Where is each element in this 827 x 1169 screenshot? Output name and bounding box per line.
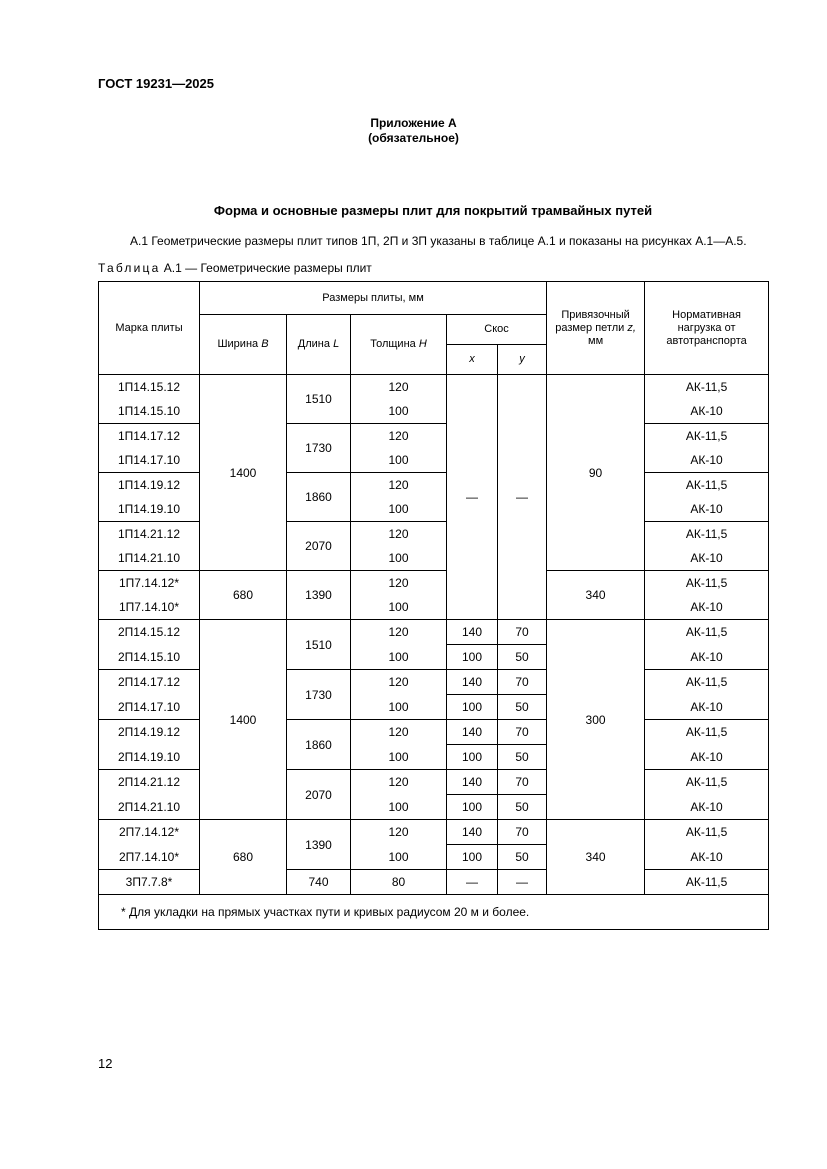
table-row <box>99 375 769 400</box>
cell-bevel-y: 50 <box>498 695 547 720</box>
cell-load: АК-11,5 <box>645 620 769 645</box>
table-row <box>99 645 769 670</box>
header-dimensions: Размеры плиты, мм <box>200 282 547 315</box>
table-row <box>99 670 769 695</box>
header-bevel: Скос <box>447 315 547 345</box>
header-length <box>287 315 351 375</box>
cell-thickness: 100 <box>351 448 447 473</box>
header-loop-line3: мм <box>588 334 604 347</box>
cell-thickness: 100 <box>351 497 447 522</box>
cell-mark: 2П14.19.12 <box>99 720 200 745</box>
cell-bevel-x: — <box>447 375 498 620</box>
table-row <box>99 522 769 547</box>
cell-length: 1730 <box>287 670 351 720</box>
cell-thickness: 120 <box>351 473 447 498</box>
cell-thickness: 100 <box>351 399 447 424</box>
cell-mark: 1П14.15.12 <box>99 375 200 400</box>
cell-loop: 300 <box>547 620 645 820</box>
cell-thickness: 120 <box>351 670 447 695</box>
table-row <box>99 795 769 820</box>
cell-thickness: 120 <box>351 720 447 745</box>
cell-mark: 2П14.21.10 <box>99 795 200 820</box>
cell-length: 1730 <box>287 424 351 473</box>
cell-length: 2070 <box>287 770 351 820</box>
cell-load: АК-10 <box>645 745 769 770</box>
cell-bevel-x: 140 <box>447 670 498 695</box>
cell-bevel-y: 70 <box>498 620 547 645</box>
cell-mark: 2П7.14.10* <box>99 845 200 870</box>
cell-load: АК-10 <box>645 546 769 571</box>
table-row <box>99 695 769 720</box>
cell-loop: 340 <box>547 820 645 895</box>
cell-mark: 2П14.17.10 <box>99 695 200 720</box>
cell-bevel-y: 50 <box>498 745 547 770</box>
cell-load: АК-11,5 <box>645 424 769 449</box>
cell-mark: 1П14.21.12 <box>99 522 200 547</box>
cell-mark: 1П14.21.10 <box>99 546 200 571</box>
cell-bevel-x: 100 <box>447 695 498 720</box>
header-mark: Марка плиты <box>99 282 200 375</box>
cell-bevel-x: 140 <box>447 820 498 845</box>
section-title: Форма и основные размеры плит для покрытий трамвайных путей <box>213 203 653 218</box>
cell-load: АК-10 <box>645 448 769 473</box>
cell-thickness: 100 <box>351 745 447 770</box>
cell-load: АК-10 <box>645 845 769 870</box>
cell-bevel-x: 140 <box>447 770 498 795</box>
cell-width: 680 <box>200 820 287 895</box>
table-row <box>99 424 769 449</box>
cell-loop: 340 <box>547 571 645 620</box>
table-row <box>99 571 769 596</box>
header-load-line3: автотранспорта <box>666 334 747 347</box>
page-number: 12 <box>98 1056 113 1071</box>
table-row <box>99 745 769 770</box>
cell-load: АК-10 <box>645 399 769 424</box>
cell-thickness: 120 <box>351 620 447 645</box>
cell-load: АК-11,5 <box>645 720 769 745</box>
cell-thickness: 100 <box>351 695 447 720</box>
cell-bevel-x: — <box>447 870 498 895</box>
cell-load: АК-10 <box>645 695 769 720</box>
cell-thickness: 120 <box>351 522 447 547</box>
cell-load: АК-10 <box>645 595 769 620</box>
table-row <box>99 497 769 522</box>
intro-paragraph: А.1 Геометрические размеры плит типов 1П, 2П и 3П указаны в таблице А.1 и показаны на рисунках А.1—А.5. <box>130 234 747 248</box>
header-width <box>200 315 287 375</box>
cell-load: АК-11,5 <box>645 770 769 795</box>
header-loop-line1: Привязочный <box>561 308 630 321</box>
cell-bevel-x: 100 <box>447 845 498 870</box>
table-row <box>99 595 769 620</box>
cell-mark: 1П14.19.12 <box>99 473 200 498</box>
cell-bevel-y: 70 <box>498 770 547 795</box>
header-load-line1: Нормативная <box>672 308 741 321</box>
cell-length: 1390 <box>287 820 351 870</box>
cell-length: 1390 <box>287 571 351 620</box>
cell-mark: 1П14.17.12 <box>99 424 200 449</box>
cell-load: АК-11,5 <box>645 870 769 895</box>
cell-bevel-x: 140 <box>447 720 498 745</box>
cell-length: 2070 <box>287 522 351 571</box>
cell-length: 1860 <box>287 720 351 770</box>
header-thickness <box>351 315 447 375</box>
cell-load: АК-10 <box>645 795 769 820</box>
cell-thickness: 100 <box>351 795 447 820</box>
table-row <box>99 820 769 845</box>
header-load <box>645 282 769 375</box>
cell-thickness: 100 <box>351 645 447 670</box>
footnote-row <box>99 895 769 930</box>
table-row <box>99 448 769 473</box>
cell-bevel-y: 50 <box>498 845 547 870</box>
header-bevel-x: x <box>447 345 498 375</box>
cell-load: АК-11,5 <box>645 522 769 547</box>
header-loop <box>547 282 645 375</box>
cell-bevel-x: 140 <box>447 620 498 645</box>
cell-loop: 90 <box>547 375 645 571</box>
cell-mark: 2П14.19.10 <box>99 745 200 770</box>
cell-length: 1510 <box>287 620 351 670</box>
header-thickness-symbol: H <box>418 338 427 350</box>
table-footnote: * Для укладки на прямых участках пути и кривых радиусом 20 м и более. <box>99 895 769 930</box>
cell-width: 1400 <box>200 620 287 820</box>
table-row <box>99 870 769 895</box>
cell-mark: 1П14.15.10 <box>99 399 200 424</box>
table-row <box>99 546 769 571</box>
table-row <box>99 399 769 424</box>
cell-load: АК-11,5 <box>645 820 769 845</box>
table-caption-prefix: Таблица <box>98 261 161 275</box>
cell-thickness: 120 <box>351 820 447 845</box>
cell-bevel-y: 70 <box>498 720 547 745</box>
cell-mark: 1П7.14.12* <box>99 571 200 596</box>
table-row <box>99 845 769 870</box>
cell-width: 1400 <box>200 375 287 571</box>
table-caption <box>98 261 372 275</box>
cell-mark: 2П14.17.12 <box>99 670 200 695</box>
annex-kind: (обязательное) <box>368 131 459 145</box>
cell-bevel-y: 70 <box>498 670 547 695</box>
header-load-line2: нагрузка от <box>677 321 736 334</box>
cell-thickness: 120 <box>351 424 447 449</box>
header-length-symbol: L <box>333 338 340 350</box>
header-length-label: Длина <box>297 338 331 350</box>
cell-mark: 1П7.14.10* <box>99 595 200 620</box>
cell-thickness: 100 <box>351 595 447 620</box>
cell-mark: 1П14.17.10 <box>99 448 200 473</box>
cell-length: 740 <box>287 870 351 895</box>
table-row <box>99 770 769 795</box>
cell-load: АК-11,5 <box>645 571 769 596</box>
cell-thickness: 100 <box>351 845 447 870</box>
table-row <box>99 473 769 498</box>
cell-bevel-x: 100 <box>447 745 498 770</box>
cell-mark: 2П14.15.10 <box>99 645 200 670</box>
cell-mark: 2П7.14.12* <box>99 820 200 845</box>
header-thickness-label: Толщина <box>370 338 416 350</box>
cell-bevel-x: 100 <box>447 645 498 670</box>
cell-load: АК-11,5 <box>645 473 769 498</box>
cell-thickness: 80 <box>351 870 447 895</box>
annex-title: Приложение А <box>370 116 457 130</box>
cell-length: 1860 <box>287 473 351 522</box>
cell-mark: 1П14.19.10 <box>99 497 200 522</box>
cell-thickness: 120 <box>351 375 447 400</box>
cell-mark: 2П14.21.12 <box>99 770 200 795</box>
table-caption-text: А.1 — Геометрические размеры плит <box>163 261 372 275</box>
header-bevel-y: y <box>498 345 547 375</box>
document-code: ГОСТ 19231—2025 <box>98 76 214 91</box>
cell-bevel-y: 50 <box>498 645 547 670</box>
cell-mark: 3П7.7.8* <box>99 870 200 895</box>
table-row <box>99 620 769 645</box>
cell-length: 1510 <box>287 375 351 424</box>
cell-thickness: 100 <box>351 546 447 571</box>
cell-bevel-y: — <box>498 870 547 895</box>
header-loop-line2: размер петли <box>555 321 625 334</box>
header-loop-symbol: z, <box>627 321 636 334</box>
cell-thickness: 120 <box>351 770 447 795</box>
cell-load: АК-11,5 <box>645 670 769 695</box>
dimensions-table <box>98 281 769 930</box>
cell-bevel-x: 100 <box>447 795 498 820</box>
table-row <box>99 720 769 745</box>
cell-mark: 2П14.15.12 <box>99 620 200 645</box>
cell-load: АК-10 <box>645 497 769 522</box>
header-width-symbol: B <box>261 338 269 350</box>
cell-load: АК-10 <box>645 645 769 670</box>
cell-bevel-y: — <box>498 375 547 620</box>
cell-bevel-y: 70 <box>498 820 547 845</box>
cell-bevel-y: 50 <box>498 795 547 820</box>
header-width-label: Ширина <box>217 338 259 350</box>
cell-thickness: 120 <box>351 571 447 596</box>
cell-load: АК-11,5 <box>645 375 769 400</box>
cell-width: 680 <box>200 571 287 620</box>
